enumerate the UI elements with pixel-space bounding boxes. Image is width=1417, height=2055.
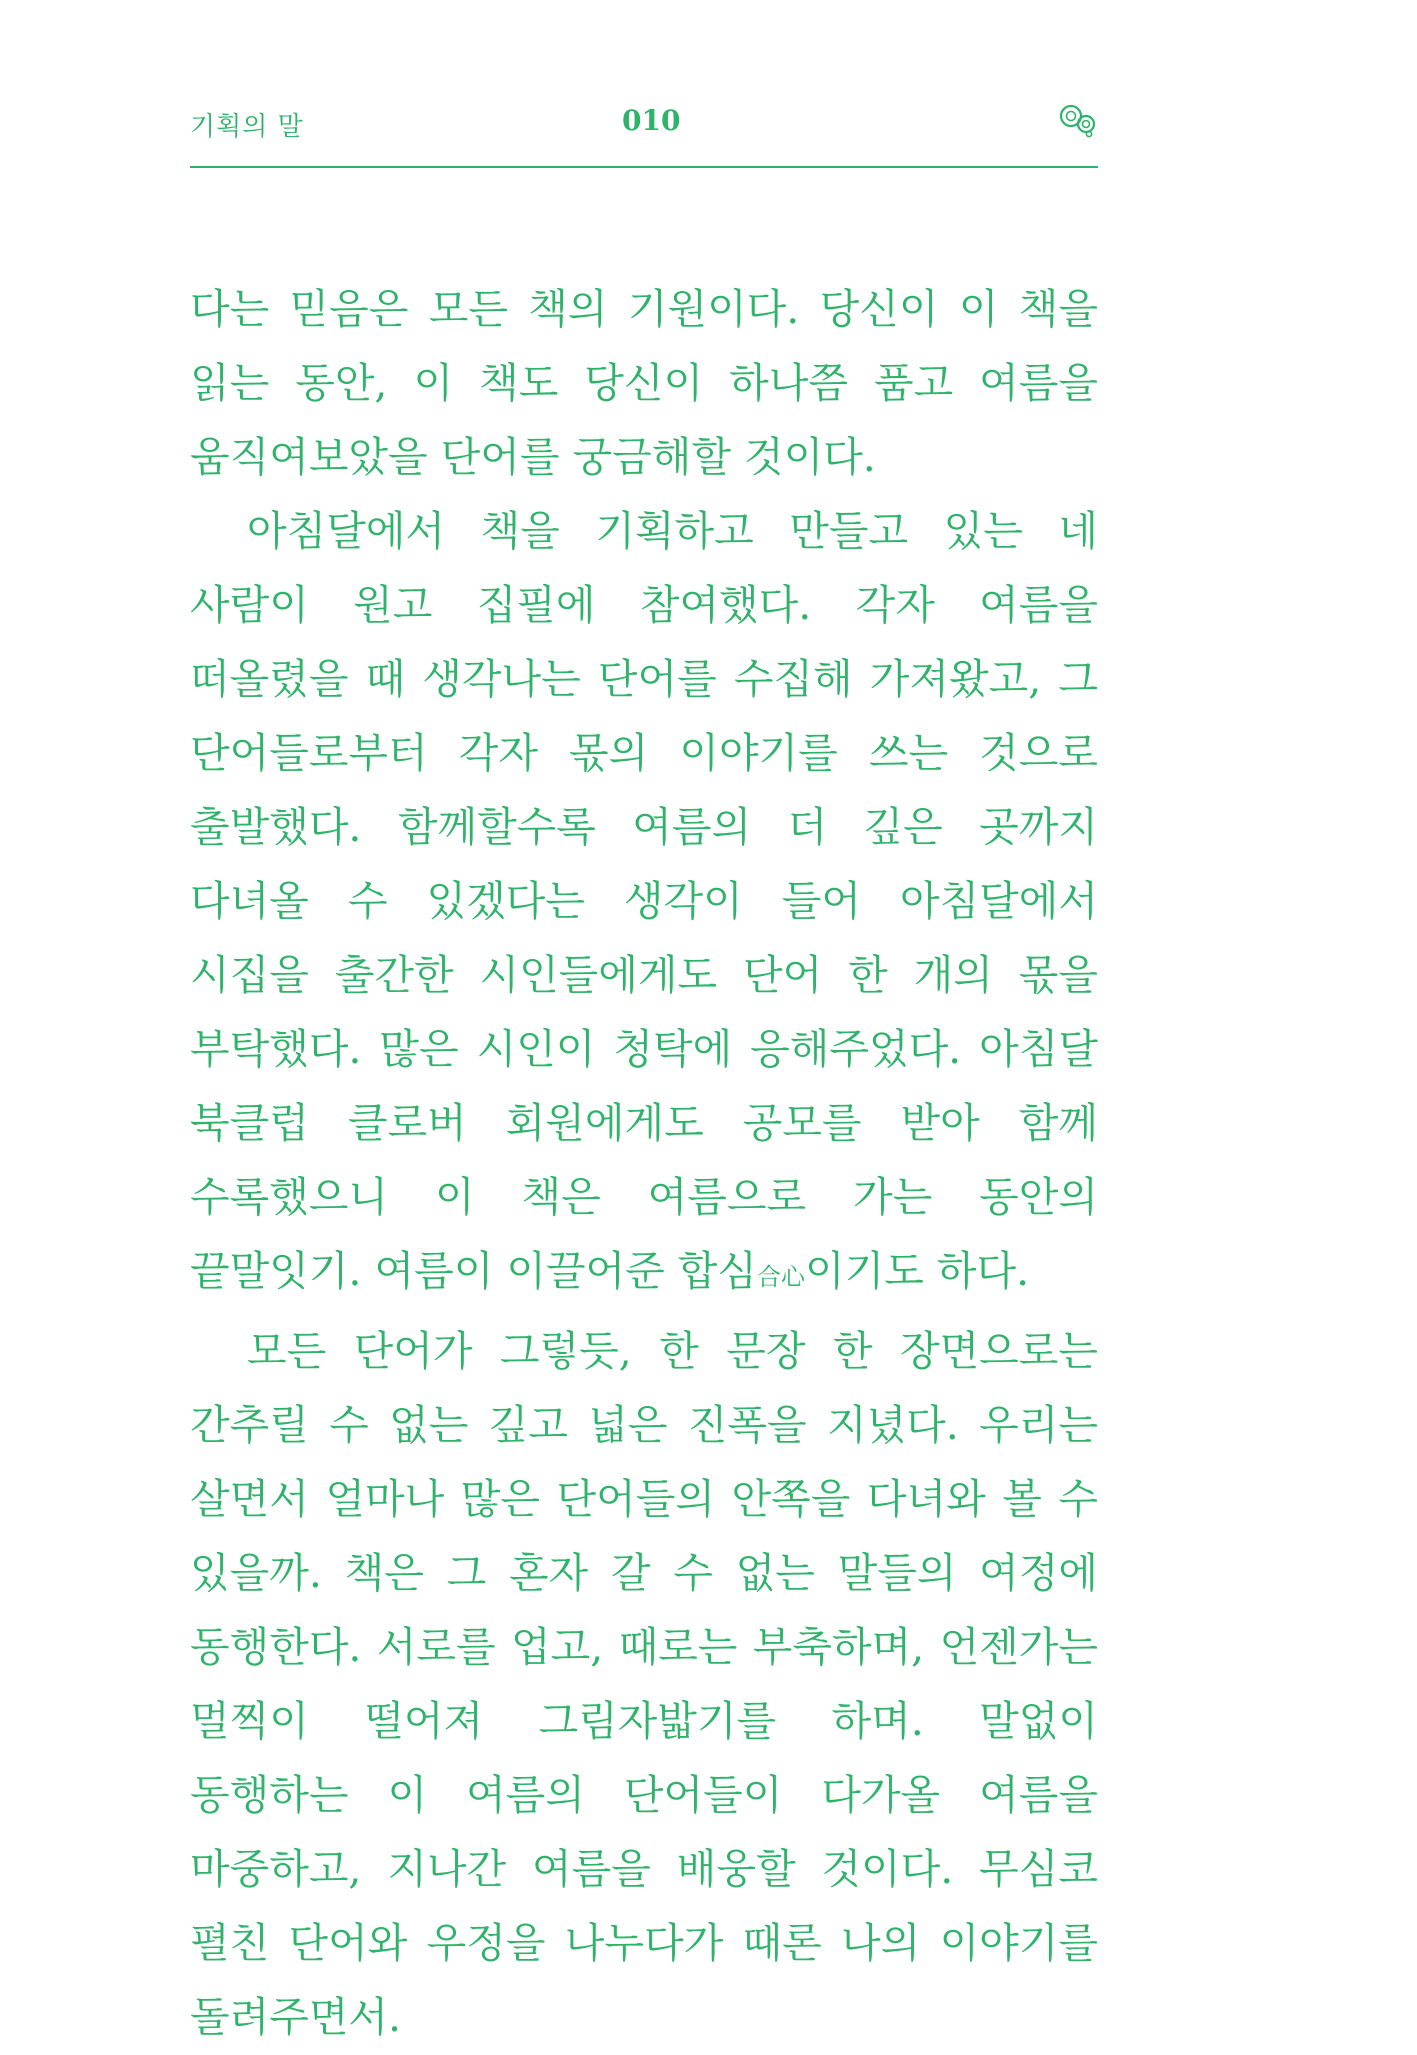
- hanja-annotation: 合心: [757, 1263, 806, 1291]
- chapter-title: 기획의 말: [190, 112, 304, 142]
- page-number: 010: [622, 104, 681, 137]
- body-text: [190, 272, 1098, 2054]
- running-header: [190, 100, 1098, 168]
- paragraph-2-text: 아침달에서 책을 기획하고 만들고 있는 네 사람이 원고 집필에 참여했다. 각자 여름을 떠올렸을 때 생각나는 단어를 수집해 가져왔고, 그 단어들로부터 각자 몫의 이야기를 쓰는 것으로 출발했다. 함께할수록 여름의 더 깊은 곳까지 다녀올 수 있겠다는 생각이 들어 아침달에서 시집을 출간한 시인들에게도 단어 한 개의 몫을 부탁했다. 많은 시인이 청탁에 응해주었다. 아침달 북클럽 클로버 회원에게도 공모를 받아 함께 수록했으니 이 책은 여름으로 가는 동안의 끝말잇기. 여름이 이끌어준 합심: [190, 507, 1098, 1295]
- double-circle-logo-icon: [1058, 100, 1098, 140]
- paragraph-1: 다는 믿음은 모든 책의 기원이다. 당신이 이 책을 읽는 동안, 이 책도 당신이 하나쯤 품고 여름을 움직여보았을 단어를 궁금해할 것이다.: [190, 285, 1098, 481]
- paragraph-3: 모든 단어가 그렇듯, 한 문장 한 장면으로는 간추릴 수 없는 깊고 넓은 진폭을 지녔다. 우리는 살면서 얼마나 많은 단어들의 안쪽을 다녀와 볼 수 있을까. 책은 그 혼자 갈 수 없는 말들의 여정에 동행한다. 서로를 업고, 때로는 부축하며, 언젠가는 멀찍이 떨어져 그림자밟기를 하며. 말없이 동행하는 이 여름의 단어들이 다가올 여름을 마중하고, 지나간 여름을 배웅할 것이다. 무심코 펼친 단어와 우정을 나누다가 때론 나의 이야기를 돌려주면서.: [190, 1327, 1098, 2041]
- paragraph-2: [190, 494, 1098, 1314]
- paragraph-2-ending: 이기도 하다.: [805, 1247, 1030, 1295]
